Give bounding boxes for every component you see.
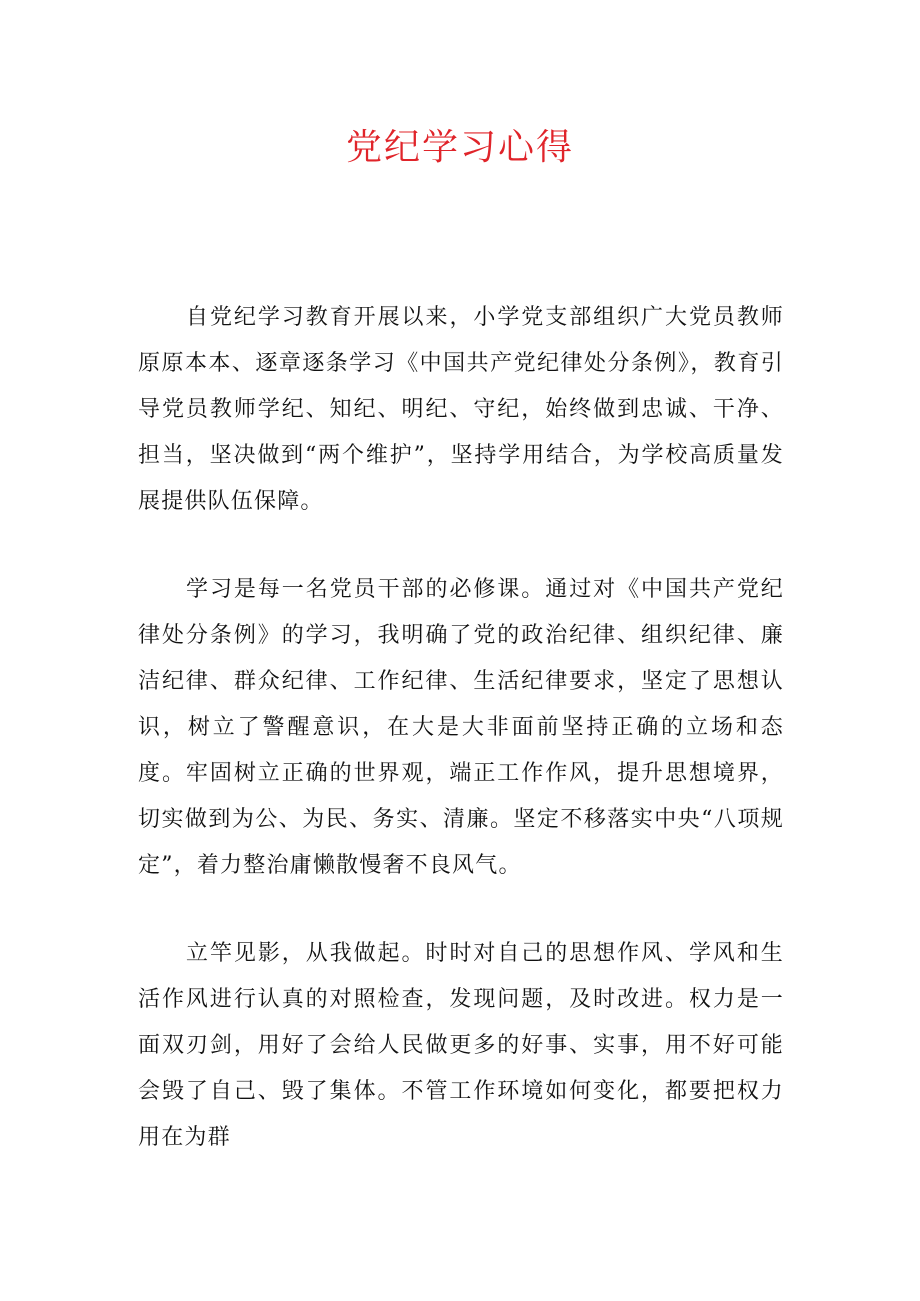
paragraph-3: 立竿见影，从我做起。时时对自己的思想作风、学风和生活作风进行认真的对照检查，发现问题，及时改进。权力是一面双刃剑，用好了会给人民做更多的好事、实事，用不好可能会毁了自己、毁了集体。不管工作环境如何变化，都要把权力用在为群 bbox=[138, 941, 784, 1150]
paragraph-1: 自党纪学习教育开展以来，小学党支部组织广大党员教师原原本本、逐章逐条学习《中国共产党纪律处分条例》，教育引导党员教师学纪、知纪、明纪、守纪，始终做到忠诚、干净、担当，坚决做到“两个维护”，坚持学用结合，为学校高质量发展提供队伍保障。 bbox=[138, 305, 784, 514]
document-title: 党纪学习心得 bbox=[345, 127, 574, 168]
document-body bbox=[138, 295, 784, 1203]
paragraph-2: 学习是每一名党员干部的必修课。通过对《中国共产党纪律处分条例》的学习，我明确了党的政治纪律、组织纪律、廉洁纪律、群众纪律、工作纪律、生活纪律要求，坚定了思想认识，树立了警醒意识，在大是大非面前坚持正确的立场和态度。牢固树立正确的世界观，端正工作作风，提升思想境界，切实做到为公、为民、务实、清廉。坚定不移落实中央“八项规定”，着力整治庸懒散慢奢不良风气。 bbox=[138, 577, 784, 878]
